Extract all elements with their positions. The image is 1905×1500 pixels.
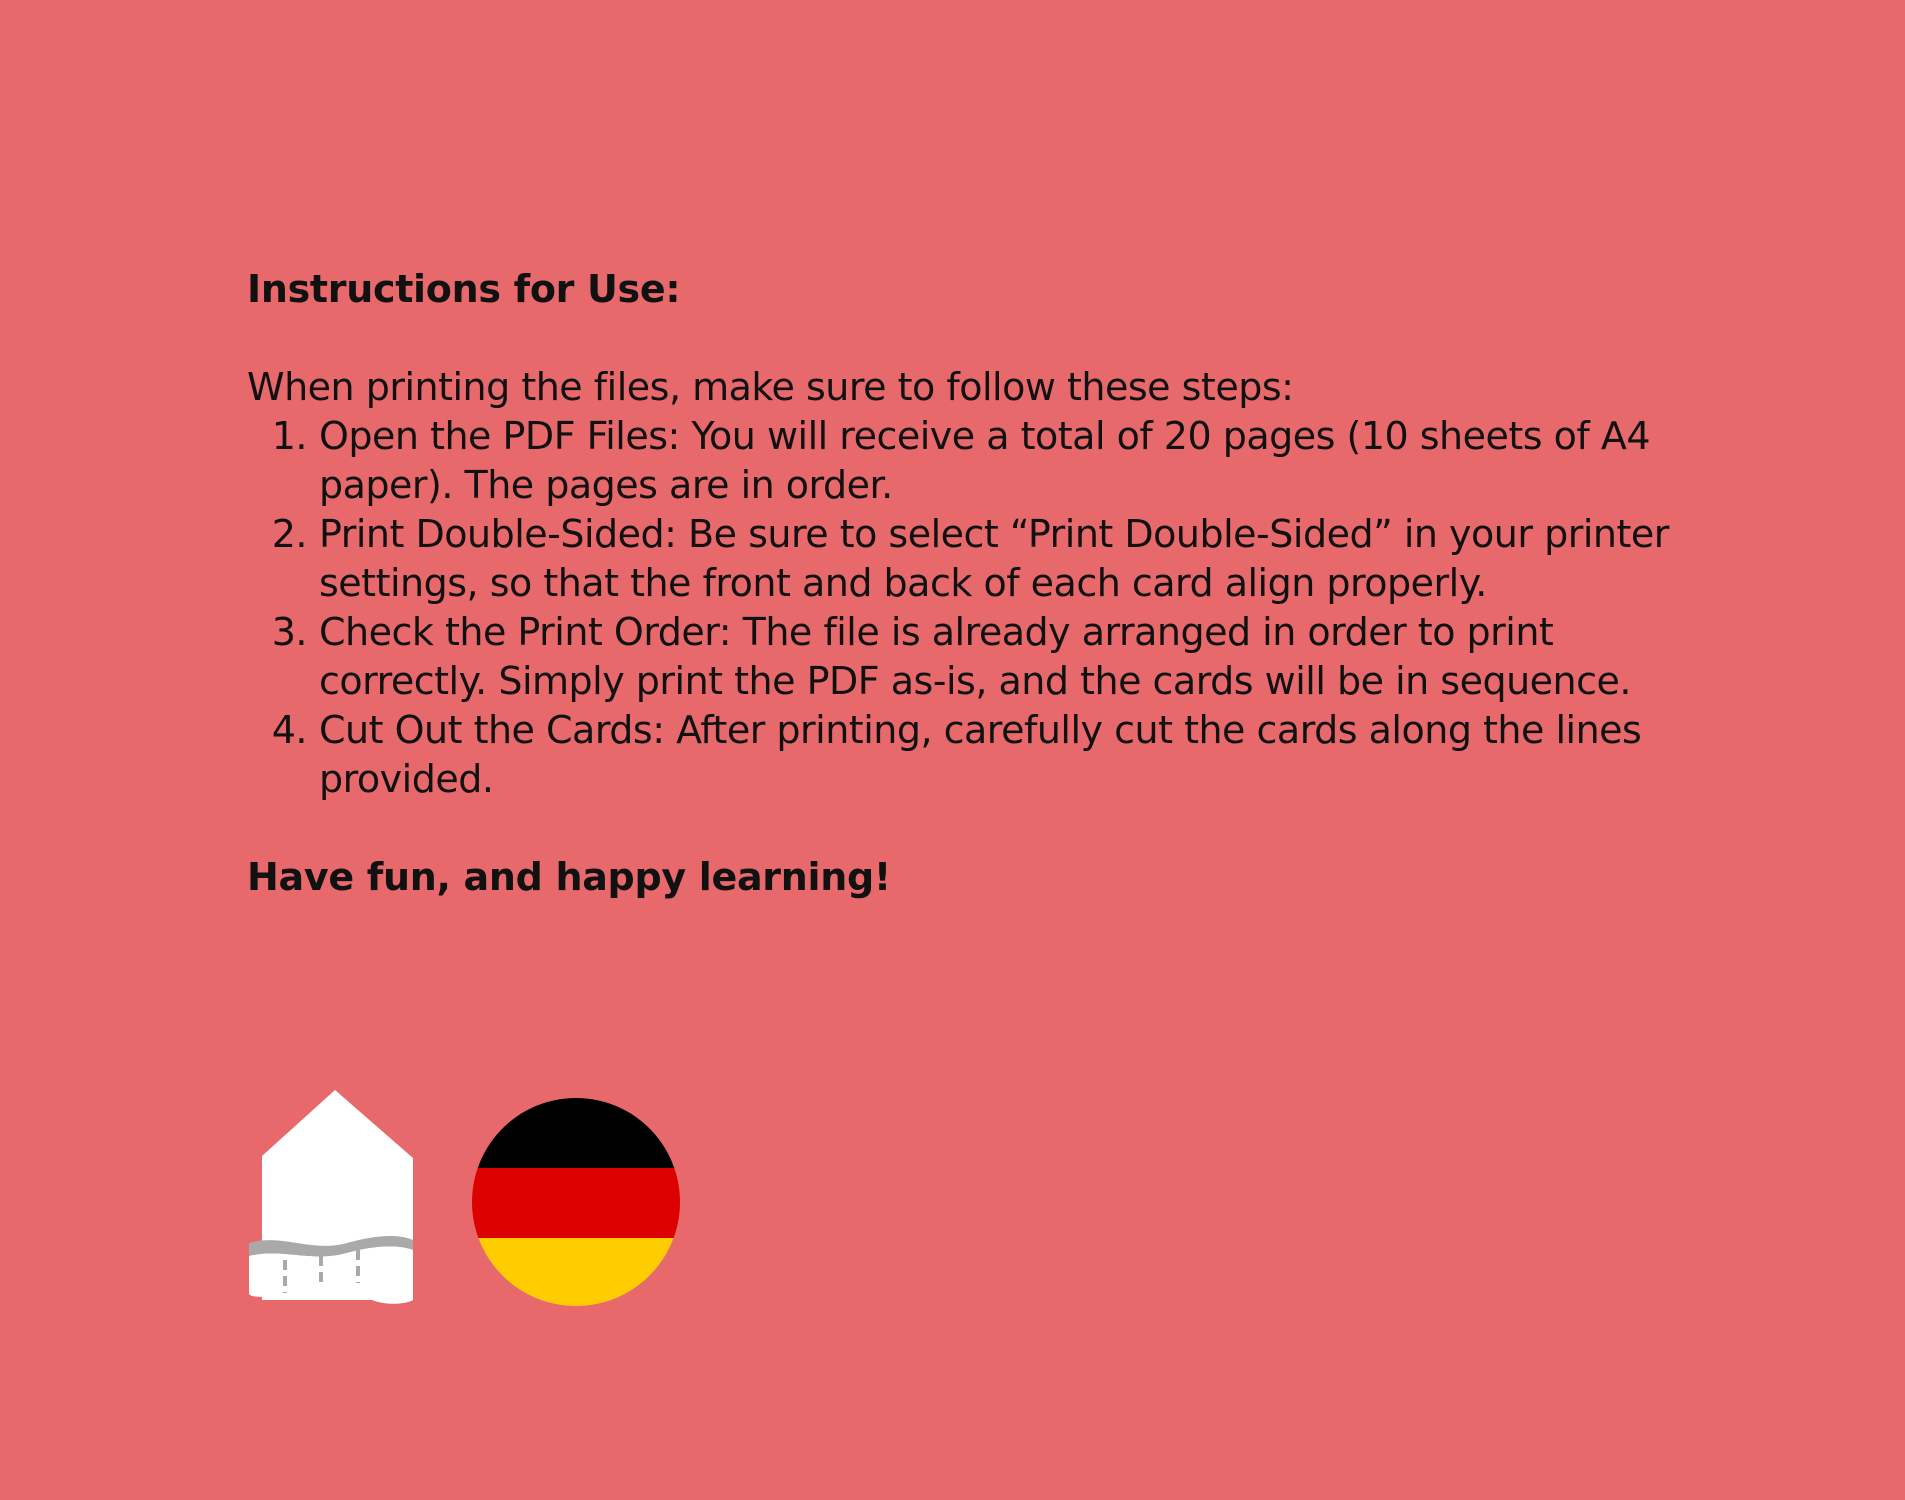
step-number: 1. xyxy=(271,414,307,458)
instructions-document xyxy=(247,265,1697,902)
step-text: Open the PDF Files: You will receive a total of 20 pages (10 sheets of A4 paper). The pages are in order. xyxy=(319,414,1651,507)
step-number: 3. xyxy=(271,610,307,654)
house-ribbon-logo-icon xyxy=(247,1088,417,1308)
step-number-wrapper xyxy=(247,412,307,461)
step-number-wrapper xyxy=(247,706,307,755)
closing-message: Have fun, and happy learning! xyxy=(247,855,891,899)
germany-flag-icon xyxy=(472,1098,680,1306)
step-item xyxy=(247,608,1697,706)
step-item xyxy=(247,412,1697,510)
step-item xyxy=(247,706,1697,804)
step-text: Cut Out the Cards: After printing, carefully cut the cards along the lines provided. xyxy=(319,708,1642,801)
step-item xyxy=(247,510,1697,608)
step-number-wrapper xyxy=(247,608,307,657)
step-number: 2. xyxy=(271,512,307,556)
steps-list xyxy=(247,412,1697,804)
step-number: 4. xyxy=(271,708,307,752)
step-text: Check the Print Order: The file is already arranged in order to print correctly. Simply print the PDF as-is, and the cards will be in sequence. xyxy=(319,610,1631,703)
step-number-wrapper xyxy=(247,510,307,559)
step-text: Print Double-Sided: Be sure to select “Print Double-Sided” in your printer settings, so that the front and back of each card align properly. xyxy=(319,512,1669,605)
instructions-heading: Instructions for Use: xyxy=(247,267,681,311)
instructions-intro: When printing the files, make sure to follow these steps: xyxy=(247,365,1294,409)
